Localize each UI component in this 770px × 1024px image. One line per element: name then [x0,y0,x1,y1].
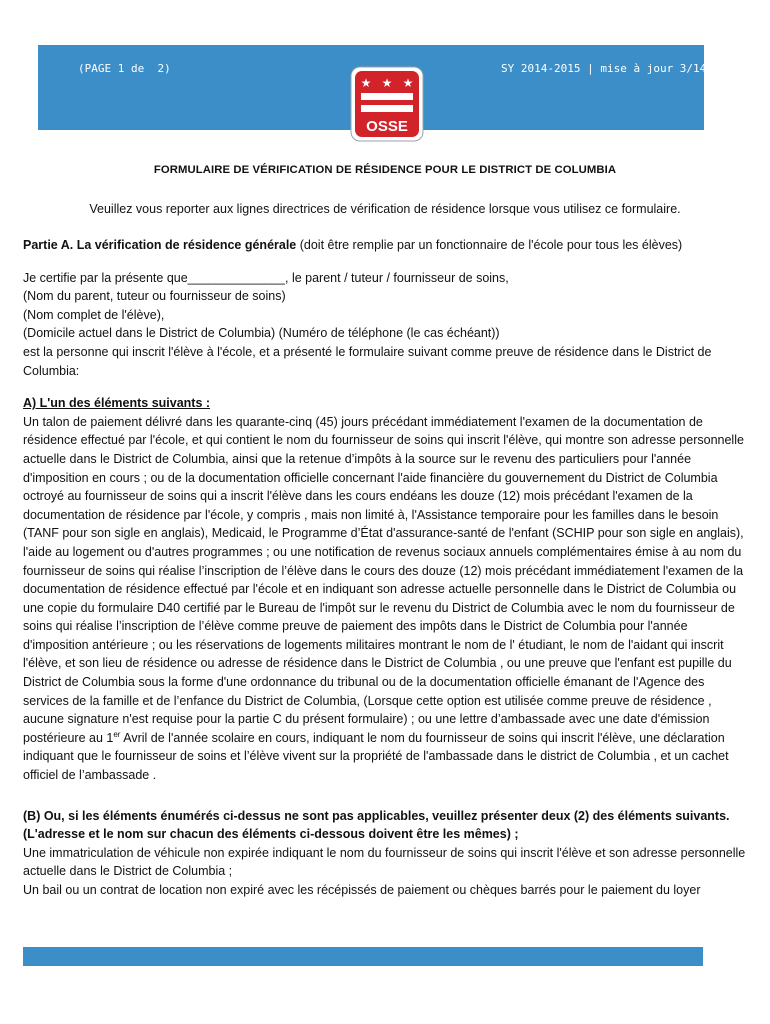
address-phone-caption: (Domicile actuel dans le District de Columbia) (Numéro de téléphone (le cas échéant)) [23,326,500,341]
student-name-caption: (Nom complet de l'élève), [23,307,165,322]
section-a-body: Un talon de paiement délivré dans les quarante-cinq (45) jours précédant immédiatement l'examen de la documentation de résidence effectué par l'école, et qui contient le nom du fournisseur de soins qui inscrit l'élève, qui montre son adresse personnelle actuelle dans le District de Columbia, ainsi que la retenue d’impôts à la source sur le revenu des particuliers pour l'année d'imposition en cours ; ou de la documentation officielle concernant l'aide financière du gouvernement du District de Columbia octroyé au fournisseur de soins qui a inscrit l'élève dans les cours endéans les douze (12) mois précédant l'examen de la documentation de résidence par l'école, y compris , mais non limité à, l'Assistance temporaire pour les familles dans le besoin (TANF pour son sigle en anglais), Medicaid, le Programme d’État d'assurance-santé de l'enfant (SCHIP pour son sigle en anglais), l'aide au logement ou d'autres programmes ; ou une notification de revenus sociaux annuels complémentaires émise à au nom du fournisseur de soins qui réalise l’inscription de l’élève dans le cours des douze (12) mois précédant immédiatement l'examen de la documentation de résidence effectué par l'école et en indiquant son adresse actuelle personnelle dans le District de Columbia ou une copie du formulaire D40 certifié par le Bureau de l'impôt sur le revenu du District de Columbia avec le nom du fournisseur de soins qui réalise l’inscription de l’élève comme preuve de paiement des impôts dans le District de Columbia pour l'année d'imposition antérieure ; ou les réservations de logements militaires montrant le nom de l' étudiant, le nom de l'aidant qui inscrit l'élève, et son lieu de résidence ou adresse de résidence dans le District de Columbia , ou une preuve que l'enfant est pupille du District de Columbia sous la forme d'une ordonnance du tribunal ou de la documentation officielle émanant de l'Agence des services de la famille et de l’enfance du District de Columbia, (Lorsque cette option est utilisée comme preuve de résidence , aucune signature n'est requise pour la partie C du présent formulaire) ; ou une lettre d’ambassade avec une date d'émission postérieure au 1er Avril de l'année scolaire en cours, indiquant le nom du fournisseur de soins qui inscrit l'élève, une déclaration indiquant que le fournisseur de soins et l’élève vivent sur la propriété de l'ambassade dans le district de Columbia , et un cachet officiel de l’ambassade . [23,414,744,783]
section-b-subheading: (L'adresse et le nom sur chacun des éléments ci-dessous doivent être les mêmes) ; [23,827,519,842]
part-a-heading: Partie A. La vérification de résidence générale [23,238,297,252]
star-icon: ★ [381,76,393,90]
section-b-item: Un bail ou un contrat de location non expiré avec les récépissés de paiement ou chèques barrés pour le paiement du loyer [23,883,701,897]
section-a-heading: A) L'un des éléments suivants : [23,396,211,411]
certify-statement: est la personne qui inscrit l'élève à l'école, et a présenté le formulaire suivant comme preuve de résidence dans le District de Columbia: [23,344,712,378]
certify-line: Je certifie par la présente que______________, le parent / tuteur / fournisseur de soins, [23,270,509,285]
star-icon: ★ [360,76,372,90]
page-indicator: (PAGE 1 de 2) [78,62,171,75]
form-content [23,236,753,900]
school-year-label: SY 2014-2015 | mise à jour 3/14 [501,62,707,75]
osse-logo [350,66,424,142]
part-a-line [23,236,753,255]
section-b-heading: (B) Ou, si les éléments énumérés ci-dessus ne sont pas applicables, veuillez présenter deux (2) des éléments suivants. [23,808,730,823]
footer-banner [23,947,703,966]
star-icon: ★ [402,76,414,90]
logo-text: OSSE [366,118,408,135]
parent-name-caption: (Nom du parent, tuteur ou fournisseur de soins) [23,289,286,304]
intro-text: Veuillez vous reporter aux lignes directrices de vérification de résidence lorsque vous utilisez ce formulaire. [89,202,681,216]
part-a-note: (doit être remplie par un fonctionnaire de l'école pour tous les élèves) [296,238,683,252]
section-b-item: Une immatriculation de véhicule non expirée indiquant le nom du fournisseur de soins qui inscrit l'élève et son adresse personnelle actuelle dans le District de Columbia ; [23,845,746,879]
document-title: FORMULAIRE DE VÉRIFICATION DE RÉSIDENCE POUR LE DISTRICT DE COLUMBIA [153,164,617,176]
